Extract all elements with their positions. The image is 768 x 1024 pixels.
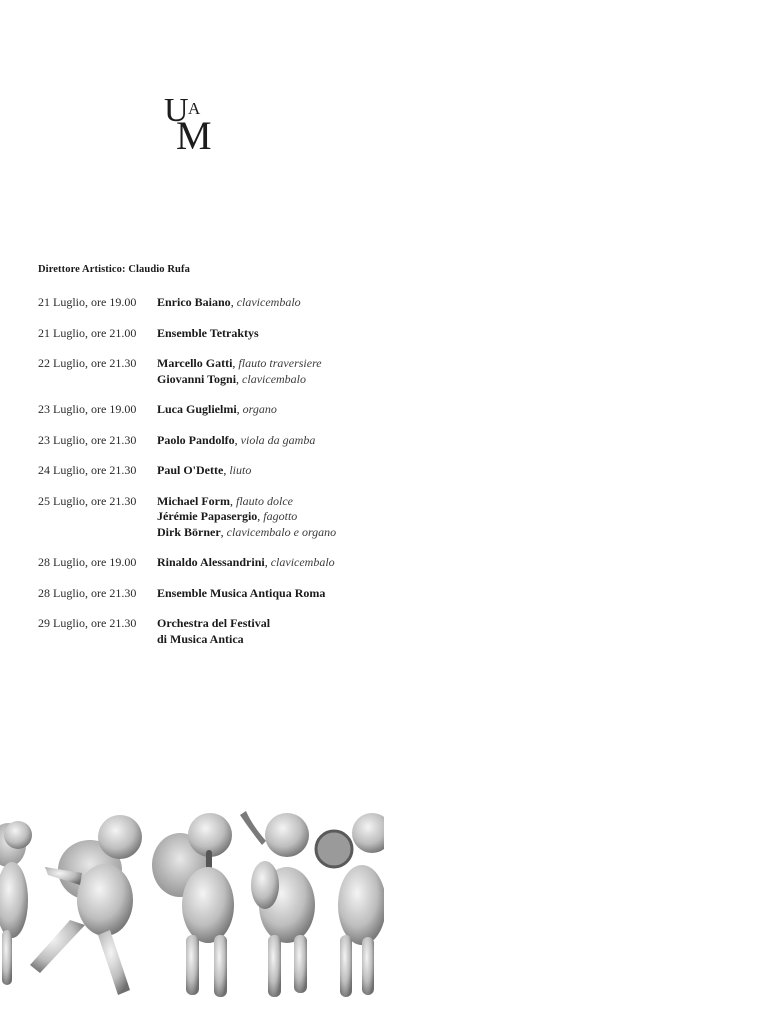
performer-name: Giovanni Togni (157, 371, 237, 386)
performer-name: Enrico Baiano (157, 295, 231, 309)
concert-date: 24 Luglio, ore 21.30 (38, 463, 137, 477)
schedule-row (38, 616, 398, 647)
separator: , (229, 493, 236, 508)
separator: , (257, 509, 264, 523)
separator: , (236, 402, 243, 416)
performer-line (157, 463, 398, 479)
performer-name: Rinaldo Alessandrini (157, 555, 265, 569)
performer-name: Ensemble Musica Antiqua Roma (157, 585, 326, 600)
performer-line (157, 372, 398, 388)
angels-illustration (0, 805, 384, 1005)
performer-instrument: viola da gamba (240, 432, 316, 447)
performer-instrument: clavicembalo (270, 555, 335, 569)
schedule-row (38, 402, 398, 418)
angel-figure-5 (316, 813, 384, 997)
schedule-row (38, 326, 398, 342)
concert-date: 28 Luglio, ore 19.00 (38, 555, 137, 569)
performers (157, 494, 398, 541)
separator: , (236, 371, 243, 386)
performer-instrument: clavicembalo (236, 295, 301, 309)
concert-date: 23 Luglio, ore 19.00 (38, 402, 137, 416)
schedule-row (38, 356, 398, 387)
performer-name: Paolo Pandolfo (157, 432, 235, 447)
performer-instrument: flauto traversiere (238, 356, 322, 370)
concert-date: 28 Luglio, ore 21.30 (38, 585, 137, 600)
performer-line (157, 433, 398, 449)
performers (157, 402, 398, 418)
performer-instrument: clavicembalo e organo (226, 524, 337, 539)
performer-instrument: flauto dolce (235, 493, 293, 508)
angel-figure-1 (0, 821, 32, 985)
performers (157, 295, 398, 311)
schedule-row (38, 586, 398, 602)
concert-date: 25 Luglio, ore 21.30 (38, 493, 137, 508)
separator: , (223, 463, 230, 477)
performers (157, 555, 398, 571)
performer-name: Marcello Gatti (157, 356, 233, 370)
schedule-row (38, 433, 398, 449)
schedule-row (38, 555, 398, 571)
performers (157, 356, 398, 387)
angel-figure-4 (240, 811, 315, 997)
schedule-row (38, 295, 398, 311)
concert-date: 21 Luglio, ore 21.00 (38, 325, 137, 340)
performer-name: Michael Form (157, 493, 230, 508)
separator: , (220, 524, 227, 539)
performers (157, 326, 398, 342)
performer-line (157, 632, 398, 648)
performer-instrument: organo (242, 402, 277, 416)
performers (157, 586, 398, 602)
schedule-row (38, 494, 398, 541)
performer-line (157, 555, 398, 571)
separator: , (230, 295, 237, 309)
separator: , (232, 356, 239, 370)
performer-line (157, 326, 398, 342)
separator: , (264, 555, 271, 569)
performers (157, 463, 398, 479)
performer-line (157, 509, 398, 525)
performer-line (157, 402, 398, 418)
logo-letter-m: M (176, 113, 212, 158)
performer-name: di Musica Antica (157, 631, 244, 646)
concert-schedule (38, 295, 398, 662)
concert-date: 22 Luglio, ore 21.30 (38, 356, 137, 370)
performer-line (157, 494, 398, 510)
performer-instrument: liuto (229, 463, 252, 477)
artistic-director: Direttore Artistico: Claudio Rufa (38, 264, 190, 275)
angel-figure-3 (152, 813, 234, 997)
concert-date: 29 Luglio, ore 21.30 (38, 616, 137, 630)
festival-logo (164, 94, 224, 158)
concert-date: 23 Luglio, ore 21.30 (38, 432, 137, 447)
logo-letter-u: U (164, 92, 189, 129)
separator: , (234, 432, 241, 447)
performer-name: Orchestra del Festival (157, 616, 271, 630)
performer-name: Luca Guglielmi (157, 402, 237, 416)
performer-instrument: fagotto (263, 509, 298, 523)
performer-name: Dirk Börner (157, 524, 221, 539)
performers (157, 433, 398, 449)
logo-letter-a: A (188, 99, 201, 118)
concert-date: 21 Luglio, ore 19.00 (38, 295, 137, 309)
performer-instrument: clavicembalo (242, 371, 307, 386)
performer-line (157, 356, 398, 372)
performer-name: Ensemble Tetraktys (157, 325, 259, 340)
performer-name: Paul O'Dette (157, 463, 224, 477)
performer-line (157, 586, 398, 602)
performer-line (157, 295, 398, 311)
performers (157, 616, 398, 647)
performer-name: Jérémie Papasergio (157, 509, 258, 523)
schedule-row (38, 463, 398, 479)
angel-figure-2 (30, 815, 142, 995)
performer-line (157, 616, 398, 632)
performer-line (157, 525, 398, 541)
